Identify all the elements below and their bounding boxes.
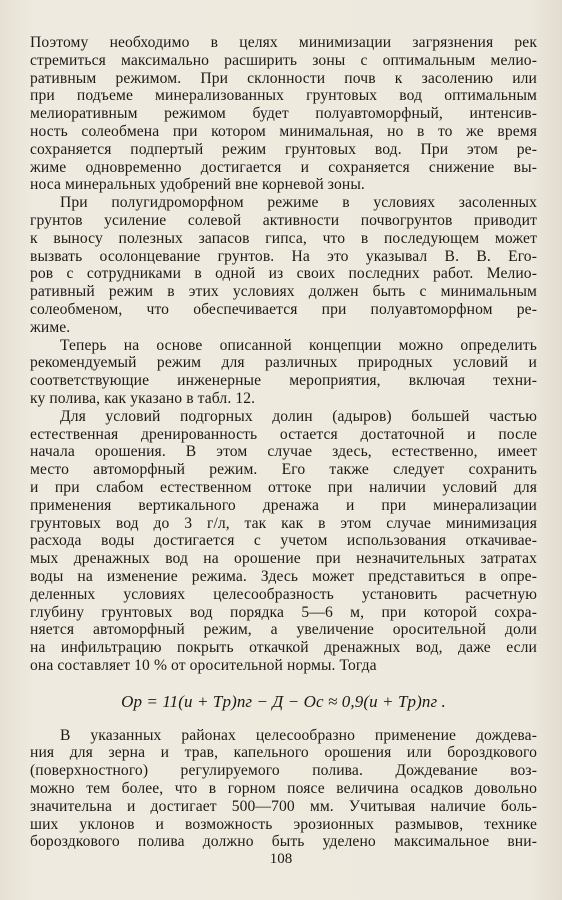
text-line: ность солеобмена при котором минимальная, но в то же время [30,122,537,140]
text-line: жиме одновременно достигается и сохраняется снижение вы- [30,158,537,176]
text-line: мелиоративным режимом будет полуавтоморфный, интенсив- [30,105,537,123]
text-line: носа минеральных удобрений вне корневой зоны. [30,176,365,194]
text-line: значительна и достигает 500—700 мм. Учитывая наличие боль- [30,797,537,815]
text-line: рекомендуемый режим для различных природных условий и [30,354,537,372]
text-line: естественная дренированность остается достаточной и после [30,425,537,443]
text-line: ния для зерна и трав, капельного орошения или бороздкового [30,744,537,762]
text-line: няется автоморфный режим, а увеличение оросительной доли [30,621,537,639]
text-line: деленных условиях целесообразность установить расчетную [30,585,537,603]
text-line: сохраняется подпертый режим грунтовых вод. При этом ре- [30,140,537,158]
text-line: воды на изменение режима. Здесь может представиться в опре- [30,567,537,585]
text-line: Теперь на основе описанной концепции можно определить [60,336,537,354]
text-line: ров с сотрудниками в одной из своих последних работ. Мелио- [30,265,537,283]
text-line: солеобменом, что обеспечивается при полуавтоморфном ре- [30,300,537,318]
text-line: ку полива, как указано в табл. 12. [30,389,256,407]
text-line: на инфильтрацию покрыть откачкой дренажных вод, даже если [30,639,537,657]
text-line: она составляет 10 % от оросительной нормы. Тогда [30,656,377,674]
text-line: бороздкового полива должно быть уделено максимальное вни- [30,833,537,851]
text-line: При полугидроморфном режиме в условиях засоленных [60,194,537,212]
text-line: при подъеме минерализованных грунтовых вод оптимальным [30,87,537,105]
text-line: соответствующие инженерные мероприятия, включая техни- [30,372,537,390]
text-line: В указанных районах целесообразно применение дождева- [60,726,537,744]
text-line: расхода воды достигается с учетом использования откачивае- [30,532,537,550]
text-line: применения вертикального дренажа и при минерализации [30,496,537,514]
text-line: грунтовых вод до 3 г/л, так как в этом случае минимизация [30,514,537,532]
text-line: к выносу полезных запасов гипса, что в последующем может [30,229,537,247]
text-line: (поверхностного) регулируемого полива. Дождевание воз- [30,762,537,780]
text-line: стремиться максимально расширить зоны с оптимальным мелио- [30,51,537,69]
text-line: Для условий подгорных долин (адыров) большей частью [60,407,537,425]
text-line: и при слабом естественном оттоке при наличии условий для [30,478,537,496]
text-line: место автоморфный режим. Его также следует сохранить [30,461,537,479]
body-text [30,34,537,851]
text-line: ративный режим в этих условиях должен быть с минимальным [30,283,537,301]
text-line: мых дренажных вод на орошение при незначительных затратах [30,550,537,568]
page-number: 108 [269,851,293,867]
text-line: Поэтому необходимо в целях минимизации загрязнения рек [30,34,537,51]
text-line: глубину грунтовых вод порядка 5—6 м, при которой сохра- [30,603,537,621]
text-line: начала орошения. В этом случае здесь, естественно, имеет [30,443,537,461]
text-line: грунтов усиление солевой активности почвогрунтов приводит [30,211,537,229]
text-line: вызвать осолонцевание грунтов. На это указывал В. В. Его- [30,247,537,265]
text-line: ративным режимом. При склонности почв к засолению или [30,69,537,87]
text-line: ших уклонов и возможность эрозионных размывов, технике [30,815,537,833]
text-line: жиме. [30,318,71,336]
text-line: можно тем более, что в горном поясе величина осадков довольно [30,780,537,798]
formula: Oр = 11(u + Tр)пг − Д − Oс ≈ 0,9(u + Tр)пг . [121,691,446,711]
